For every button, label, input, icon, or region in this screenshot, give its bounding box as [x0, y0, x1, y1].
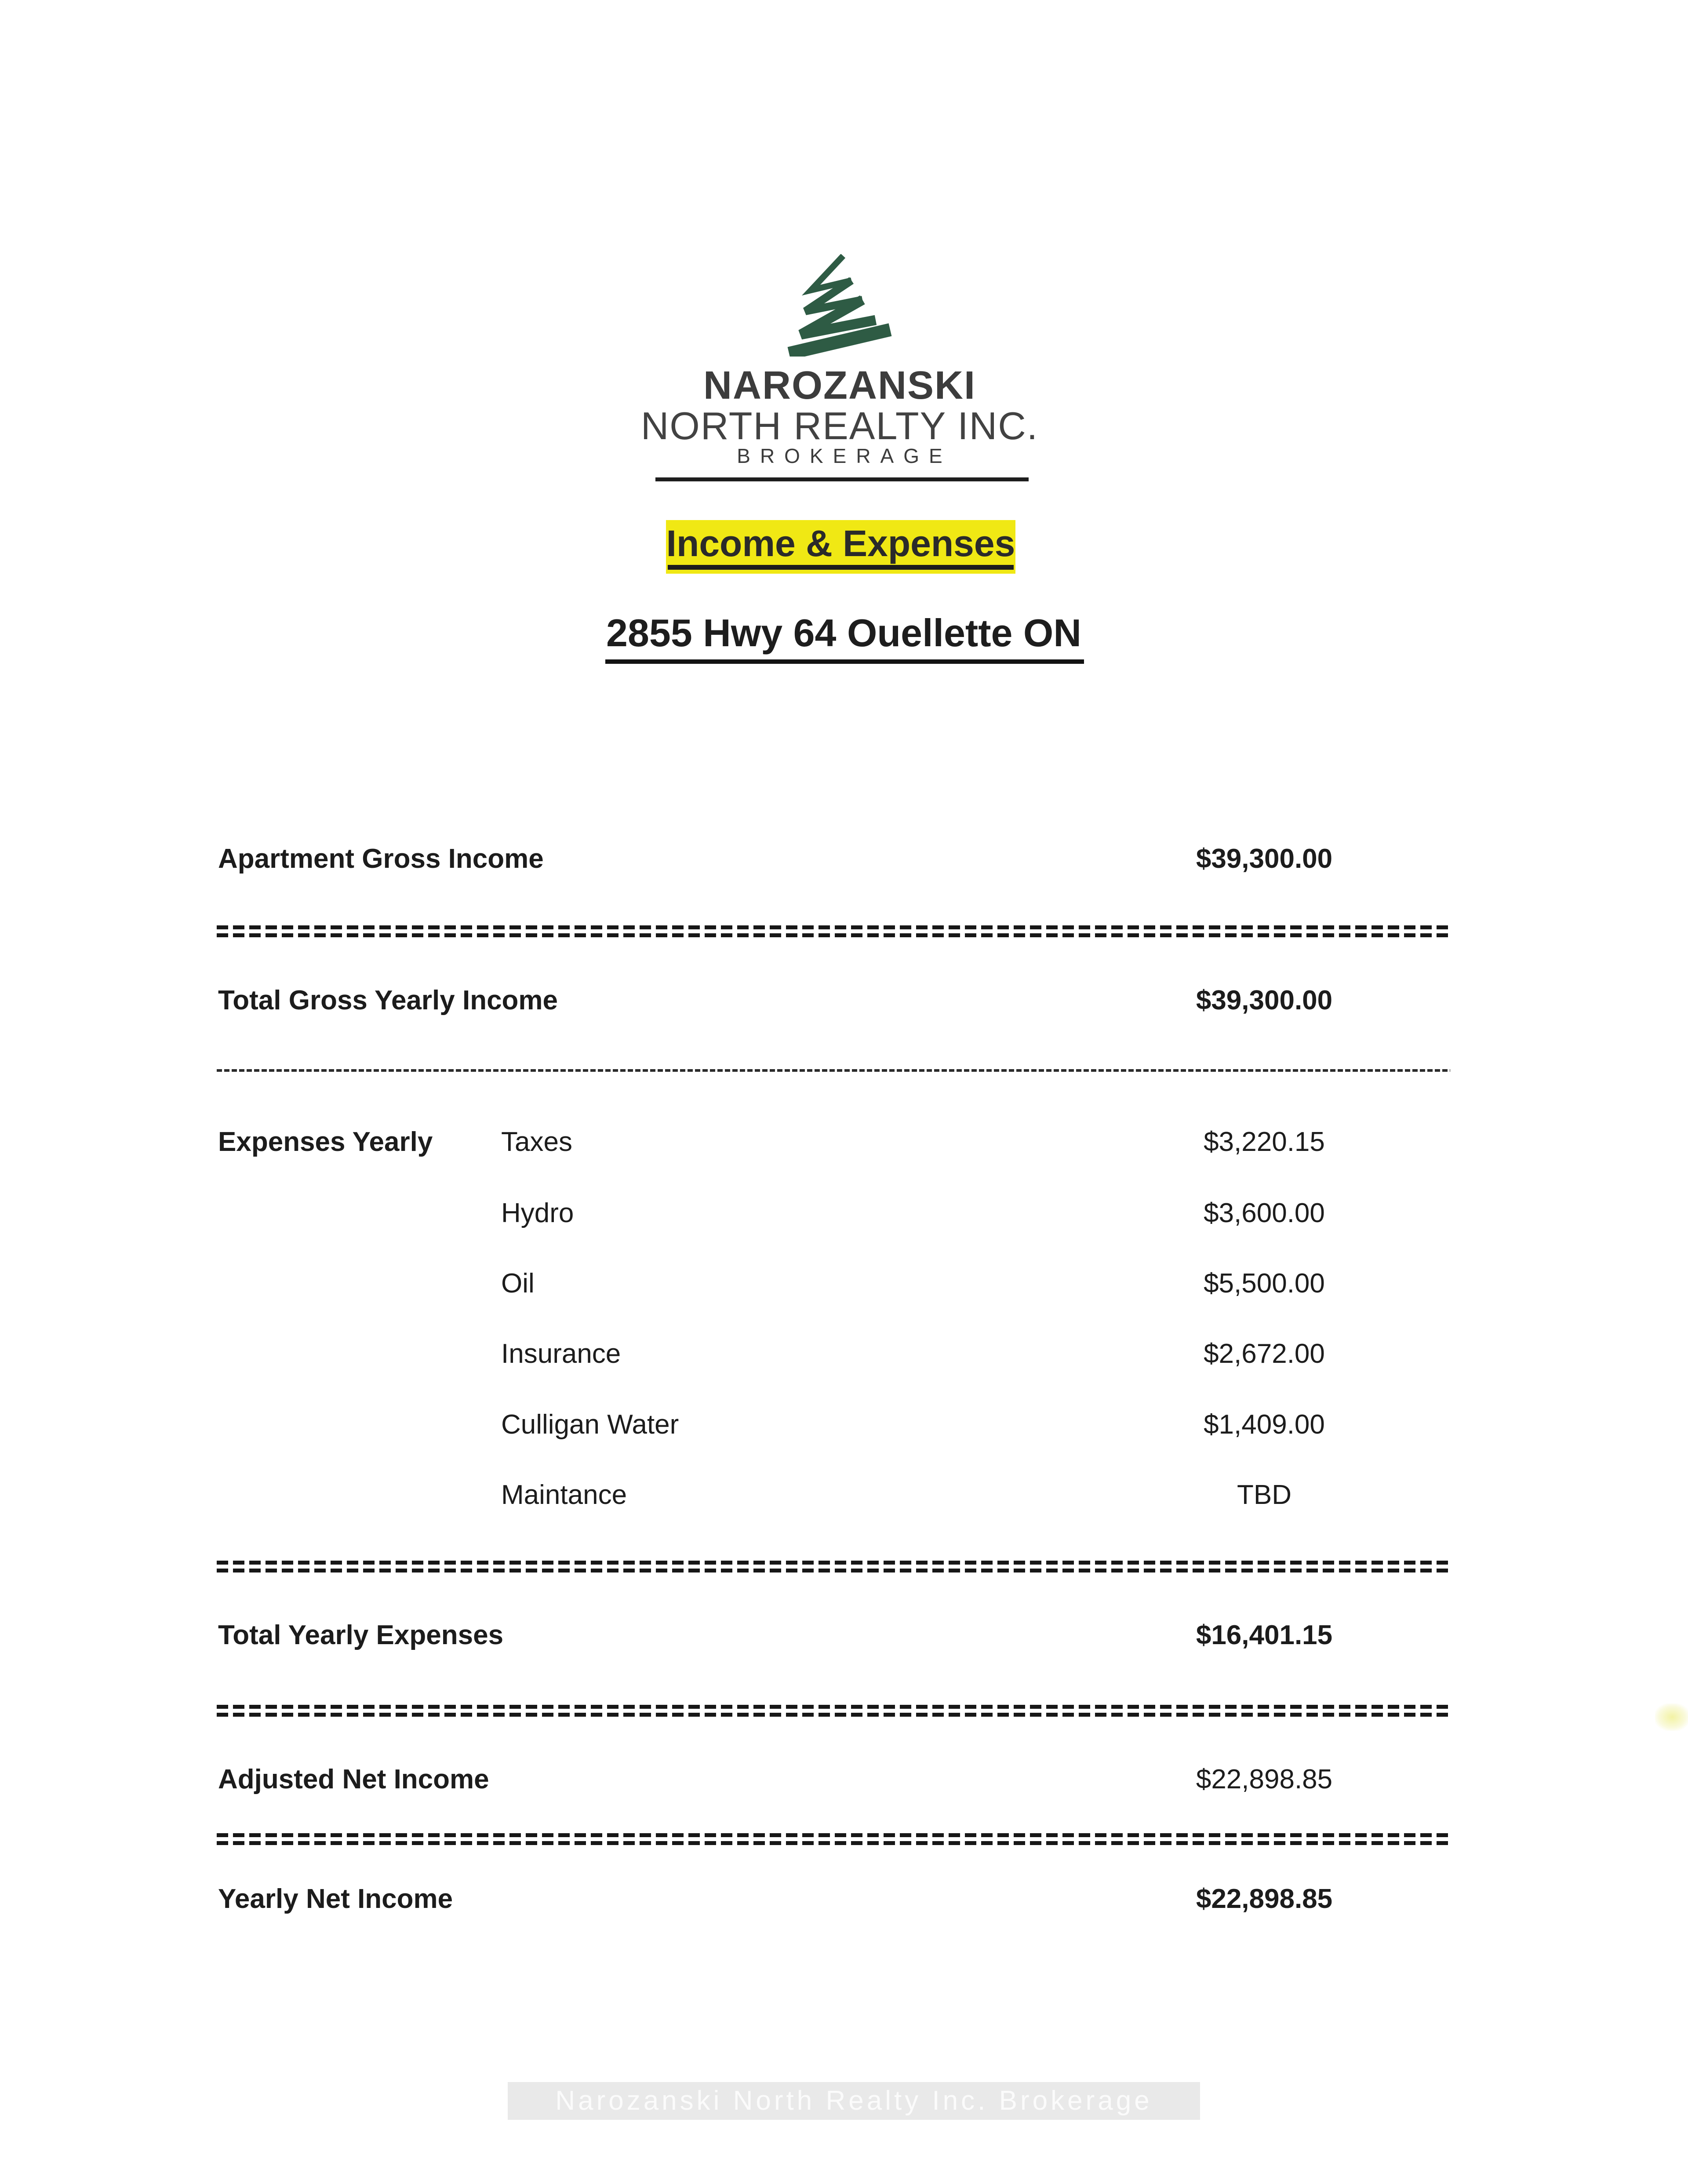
expense-value: $1,409.00: [1204, 1409, 1325, 1440]
row-label: Apartment Gross Income: [218, 844, 544, 874]
row-value: $22,898.85: [1196, 1764, 1333, 1795]
expense-value: $2,672.00: [1204, 1339, 1325, 1369]
expense-value: $3,220.15: [1204, 1127, 1325, 1157]
expense-label: Oil: [501, 1268, 535, 1299]
row-label: Total Gross Yearly Income: [218, 985, 558, 1016]
expense-row-taxes: [218, 1125, 1449, 1159]
adjusted-net-income-row: [218, 1763, 1449, 1796]
expense-label: Insurance: [501, 1339, 621, 1369]
row-value: $22,898.85: [1196, 1884, 1333, 1914]
expense-label: Culligan Water: [501, 1409, 679, 1440]
property-address: 2855 Hwy 64 Ouellette ON: [605, 614, 1084, 664]
pine-tree-icon: [781, 254, 899, 357]
expense-row-hydro: [218, 1197, 1449, 1230]
row-value: $39,300.00: [1196, 985, 1333, 1016]
title-underline: [668, 565, 1014, 570]
separator-double-3: [217, 1705, 1449, 1717]
total-yearly-expenses-row: [218, 1619, 1449, 1652]
logo-brokerage-line: BROKERAGE: [737, 444, 952, 467]
logo-underline: [655, 477, 1029, 481]
row-label: Yearly Net Income: [218, 1884, 453, 1914]
expense-label: Taxes: [501, 1127, 572, 1157]
separator-dashed: [217, 1069, 1450, 1072]
expense-value: $5,500.00: [1204, 1268, 1325, 1299]
expense-value: TBD: [1237, 1480, 1291, 1510]
logo-name-line: NAROZANSKI: [703, 364, 976, 408]
expense-label: Hydro: [501, 1198, 574, 1228]
title-text: Income & Expenses: [666, 522, 1015, 564]
expense-row-culligan-water: [218, 1408, 1449, 1441]
row-value: $16,401.15: [1196, 1620, 1333, 1650]
expense-row-oil: [218, 1267, 1449, 1300]
income-expenses-title: [666, 520, 1015, 574]
expense-label: Maintance: [501, 1480, 627, 1510]
expenses-section-label: Expenses Yearly: [218, 1127, 433, 1157]
footer-watermark: Narozanski North Realty Inc. Brokerage: [508, 2082, 1200, 2120]
row-value: $39,300.00: [1196, 844, 1333, 874]
total-gross-income-row: [218, 984, 1449, 1017]
logo-company-line: NORTH REALTY INC.: [640, 404, 1039, 448]
row-label: Adjusted Net Income: [218, 1764, 489, 1795]
scan-smudge: [1655, 1704, 1688, 1731]
apartment-gross-income-row: [218, 842, 1449, 876]
expense-row-maintance: [218, 1478, 1449, 1512]
yearly-net-income-row: [218, 1882, 1449, 1916]
separator-double-2: [217, 1561, 1449, 1572]
expense-value: $3,600.00: [1204, 1198, 1325, 1228]
separator-double-1: [217, 925, 1449, 937]
expense-row-insurance: [218, 1337, 1449, 1371]
separator-double-4: [217, 1833, 1449, 1845]
row-label: Total Yearly Expenses: [218, 1620, 504, 1650]
